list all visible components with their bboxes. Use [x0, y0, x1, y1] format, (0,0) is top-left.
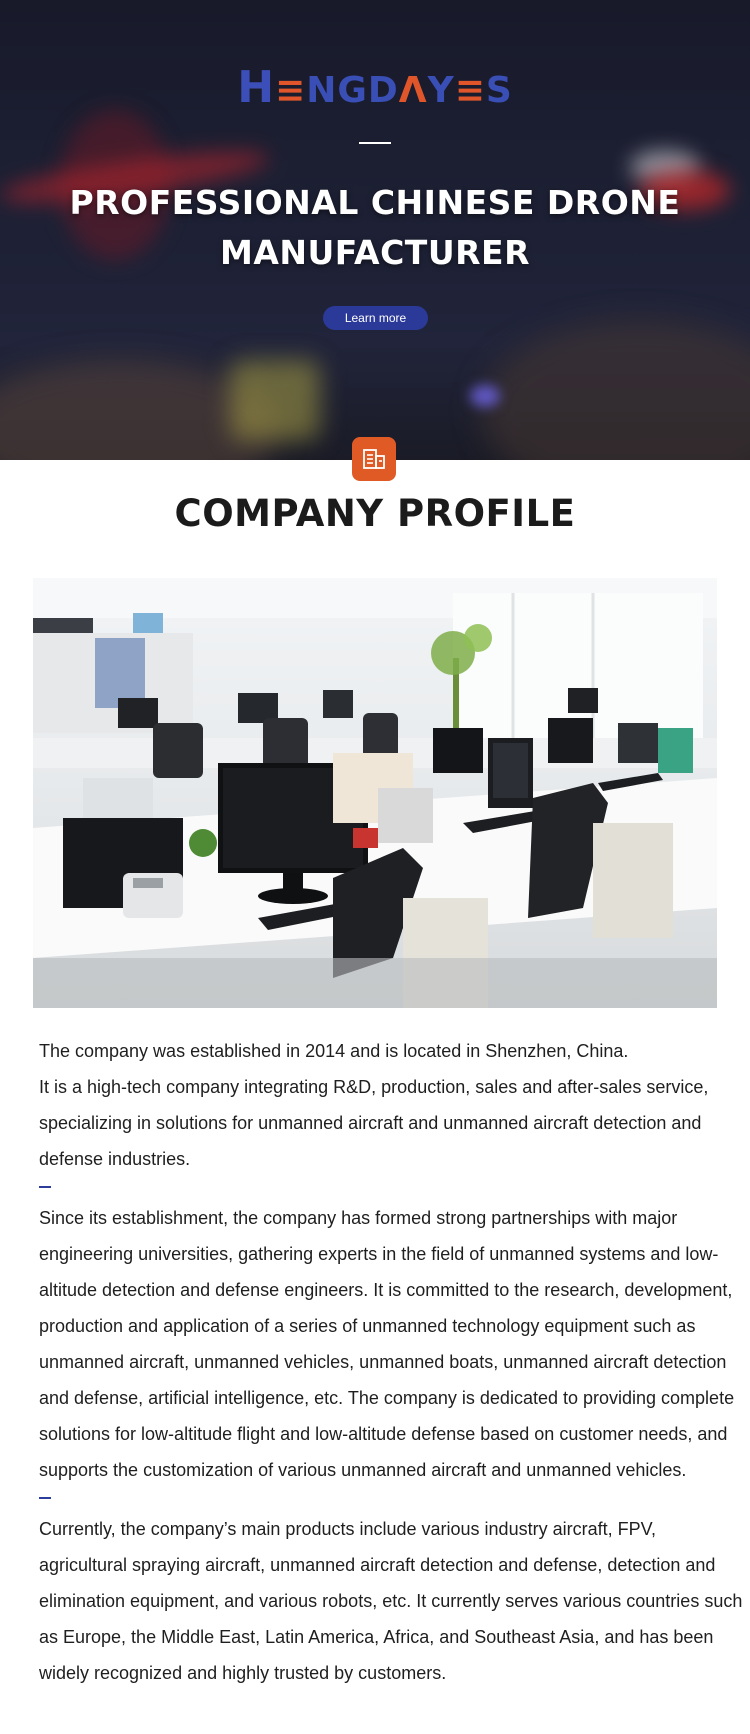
hero-title-line2: MANUFACTURER — [220, 233, 530, 272]
company-description — [39, 1033, 744, 1691]
learn-more-button[interactable]: Learn more — [323, 306, 428, 330]
logo-part: Λ — [398, 70, 428, 111]
section-title: COMPANY PROFILE — [174, 492, 576, 535]
paragraph: Currently, the company’s main products include various industry aircraft, FPV, agricultural spraying aircraft, unmanned aircraft detection and defense, detection and elimination equipment, and various robots, etc. It currently serves various countries such as Europe, the Middle East, Latin America, Africa, and Southeast Asia, and has been widely recognized and highly trusted by customers. — [39, 1519, 743, 1683]
logo-first-letter: H — [237, 62, 276, 113]
logo-part: ≡ — [454, 70, 486, 111]
brand-logo[interactable] — [0, 62, 750, 113]
paragraph: Since its establishment, the company has formed strong partnerships with major engineering universities, gathering experts in the field of unmanned systems and low-altitude detection and defense engineers. It is committed to the research, development, production and application of a series of unmanned technology equipment such as unmanned aircraft, unmanned vehicles, unmanned boats, unmanned aircraft detection and defense, artificial intelligence, etc. The company is dedicated to providing complete solutions for low-altitude flight and low-altitude defense based on customer needs, and supports the customization of various unmanned aircraft and unmanned vehicles. — [39, 1208, 735, 1480]
logo-part: ≡ — [275, 70, 307, 111]
office-photo — [33, 578, 717, 1008]
paragraph-separator — [39, 1186, 51, 1188]
hero-banner — [0, 0, 750, 460]
hero-title — [0, 178, 750, 278]
mountain-right — [480, 320, 750, 460]
blurred-light — [470, 385, 500, 407]
logo-part: S — [485, 70, 513, 111]
blurred-object — [230, 360, 320, 440]
logo-part: NGD — [306, 70, 399, 111]
hero-divider — [359, 142, 391, 144]
hero-title-line1: PROFESSIONAL CHINESE DRONE — [69, 183, 681, 222]
logo-part: Y — [427, 70, 455, 111]
paragraph-separator — [39, 1497, 51, 1499]
building-icon — [352, 437, 396, 481]
paragraph: The company was established in 2014 and is located in Shenzhen, China. It is a high-tech company integrating R&D, production, sales and after-sales service, specializing in solutions for unmanned aircraft and unmanned aircraft detection and defense industries. — [39, 1041, 709, 1169]
